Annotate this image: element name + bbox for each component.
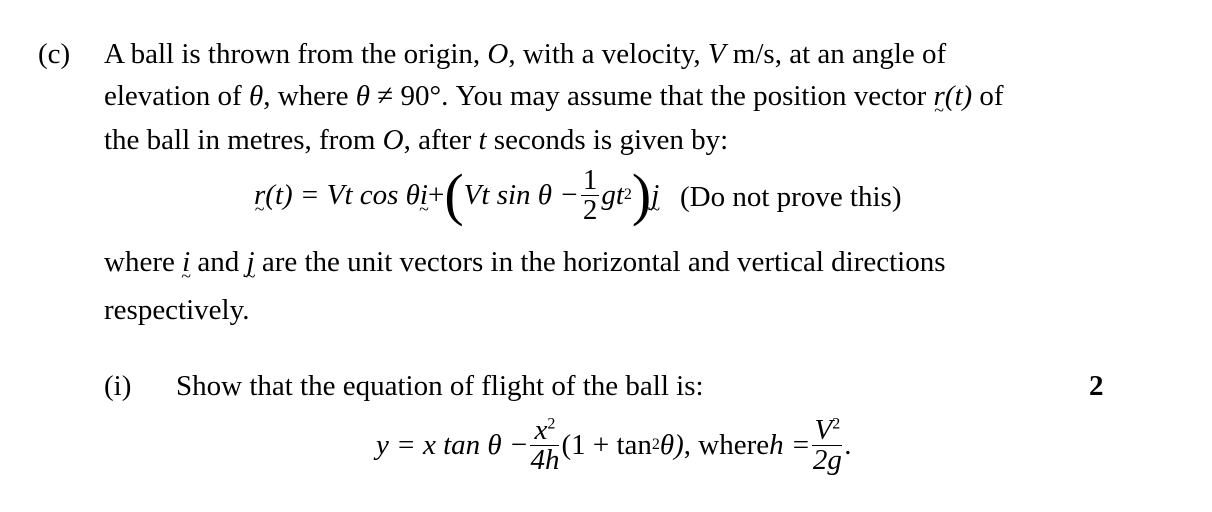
numerator (812, 413, 842, 446)
position-vector-equation (254, 160, 659, 230)
flight-equation (376, 408, 851, 482)
vector-j: j ~ (651, 179, 659, 212)
part-c-respectively: respectively. (104, 294, 250, 326)
vector-r: r ~ (254, 179, 265, 212)
fraction-half (581, 163, 600, 226)
text: , with a velocity, (508, 38, 708, 70)
part-i-question: Show that the equation of flight of the ball is: (176, 370, 704, 402)
math-var: V (814, 413, 833, 446)
math-text: (t) (944, 80, 973, 112)
math-text: + (427, 178, 445, 211)
paren-open: ( (444, 162, 464, 227)
text: . (844, 428, 852, 461)
vector-i: i ~ (182, 246, 190, 279)
math-text: Vt sin θ − (463, 178, 579, 211)
part-c-where-line (104, 246, 946, 279)
do-not-prove-note: (Do not prove this) (680, 181, 902, 213)
math-var: t (478, 124, 487, 156)
part-c-line-3 (104, 124, 728, 157)
denominator: 4h (530, 443, 560, 476)
denominator: 2 (582, 193, 598, 226)
marks-value: 2 (1089, 370, 1104, 402)
math-text: θ) (659, 428, 684, 461)
text: of (972, 80, 1004, 112)
text: seconds is given by: (486, 124, 729, 156)
math-text: (t) = Vt cos θ (265, 178, 420, 211)
text: m/s, at an angle of (725, 38, 947, 70)
vector-j: j ~ (247, 246, 255, 279)
part-c-label: (c) (38, 38, 71, 70)
numerator (530, 413, 559, 446)
part-c-line-2 (104, 80, 1004, 113)
math-var: θ (248, 80, 264, 112)
text: and (190, 246, 247, 278)
text: A ball is thrown from the origin, (104, 38, 488, 70)
math-var: θ (355, 80, 371, 112)
math-text: h = (769, 428, 811, 461)
text: . You may assume that the position vector (441, 80, 934, 112)
text: , where (683, 428, 770, 461)
math-text: (1 + tan (561, 428, 652, 461)
denominator: 2g (812, 443, 842, 476)
math-text: gt (601, 178, 624, 211)
part-c-line-1 (104, 38, 946, 71)
math-text: y = x tan θ − (376, 428, 529, 461)
math-var: O (382, 124, 404, 156)
math-var: V (707, 38, 726, 70)
paren-close: ) (631, 162, 652, 227)
text: , where (263, 80, 356, 112)
text: elevation of (104, 80, 249, 112)
exponent: 2 (547, 414, 556, 432)
math-var: x (534, 413, 548, 446)
vector-r: r ~ (933, 80, 944, 113)
exponent: 2 (651, 436, 660, 453)
math-text: ≠ 90° (370, 80, 442, 112)
fraction-x2-4h (530, 413, 560, 476)
part-i-label: (i) (104, 370, 132, 402)
exponent: 2 (832, 414, 841, 432)
text: are the unit vectors in the horizontal and vertical directions (254, 246, 946, 278)
vector-i: i ~ (420, 179, 428, 212)
text: , after (403, 124, 479, 156)
math-var: O (487, 38, 509, 70)
fraction-v2-2g (812, 413, 842, 476)
text: the ball in metres, from (104, 124, 383, 156)
text: where (104, 246, 183, 278)
exponent: 2 (623, 186, 632, 203)
numerator: 1 (582, 163, 598, 196)
